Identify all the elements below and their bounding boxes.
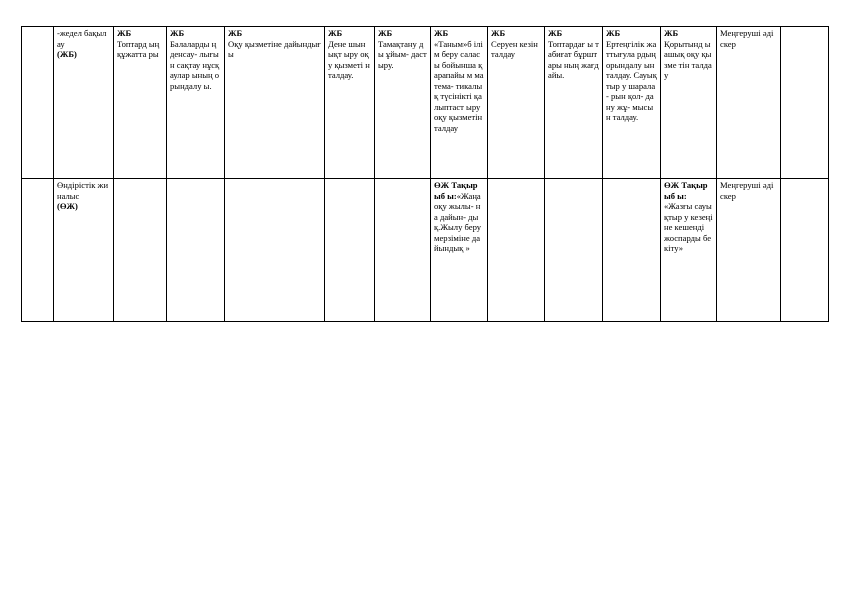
- cell-head: ӨЖ Тақырыб ы:: [664, 180, 708, 201]
- cell-month-8: [545, 27, 603, 179]
- cell-head: ЖБ: [491, 28, 506, 38]
- cell-empty-left: [22, 179, 54, 322]
- cell-month-3: [225, 27, 325, 179]
- control-type-label: -жедел бақылау: [57, 28, 107, 49]
- cell-month-2: [167, 27, 225, 179]
- cell-responsible: [717, 27, 781, 179]
- cell-empty-right: [781, 179, 829, 322]
- cell-head: ӨЖ Тақырыб ы:: [434, 180, 478, 201]
- cell-head: ЖБ: [228, 28, 243, 38]
- cell-head: ЖБ: [606, 28, 621, 38]
- cell-text: Оқу қызметіне дайындығы: [228, 38, 321, 59]
- cell-text: Қорытынд ы ашық оқу қызме тін талдау: [664, 38, 712, 80]
- cell-text: «Жазғы сауықтыр у кезеңіне кешенді жоспарды бекіту»: [664, 201, 713, 253]
- cell-empty-left: [22, 27, 54, 179]
- cell-empty-right: [781, 27, 829, 179]
- cell-month-2: [167, 179, 225, 322]
- table-row: [22, 179, 829, 322]
- cell-head: ЖБ: [378, 28, 393, 38]
- cell-control-type: [54, 27, 114, 179]
- responsible-text: Меңгеруші әдіскер: [720, 28, 774, 49]
- control-type-abbr: (ЖБ): [57, 49, 77, 59]
- cell-month-10: [661, 179, 717, 322]
- cell-month-6: [431, 179, 488, 322]
- cell-text: Серуен кезін талдау: [491, 38, 538, 59]
- cell-month-7: [488, 27, 545, 179]
- cell-month-5: [375, 27, 431, 179]
- cell-head: ЖБ: [664, 28, 679, 38]
- cell-text: Ертеңгілік жаттығула рдың орындалу ын талдау. Сауықтыр у шарала- рын қол- дану жұ- мысын талдау.: [606, 38, 657, 122]
- cell-month-7: [488, 179, 545, 322]
- cell-head: ЖБ: [434, 28, 449, 38]
- cell-text: «Жаңа оқу жылы- на дайын- дық.Жылу беру мерзіміне дайындық »: [434, 190, 482, 253]
- control-type-label: Өндірістік жиналыс: [57, 180, 109, 201]
- cell-head: ЖБ: [117, 28, 132, 38]
- cell-text: Тамақтану ды ұйым- дастыру.: [378, 38, 427, 70]
- cell-month-1: [114, 27, 167, 179]
- cell-responsible: [717, 179, 781, 322]
- cell-month-10: [661, 27, 717, 179]
- cell-head: ЖБ: [328, 28, 343, 38]
- cell-month-4: [325, 27, 375, 179]
- plan-table: [21, 26, 829, 322]
- control-type-abbr: (ӨЖ): [57, 201, 78, 211]
- cell-month-1: [114, 179, 167, 322]
- cell-head: ЖБ: [170, 28, 185, 38]
- cell-month-3: [225, 179, 325, 322]
- cell-text: «Таным»б ілім беру саласы бойынша қарапайы м матема- тикалық түсінікті қалыптаст ыру оқу қызметін талдау: [434, 38, 484, 133]
- cell-text: Топтардағ ы табиғат бұрштары ның жағдайы.: [548, 38, 599, 80]
- cell-month-8: [545, 179, 603, 322]
- responsible-text: Меңгеруші әдіскер: [720, 180, 774, 201]
- cell-month-6: [431, 27, 488, 179]
- cell-control-type: [54, 179, 114, 322]
- cell-month-5: [375, 179, 431, 322]
- cell-text: Дене шынықт ыру оқу қызметі н талдау.: [328, 38, 370, 80]
- cell-text: Балаларды ң денсау- лығын сақтау нұсқаулар ының орындалу ы.: [170, 38, 220, 91]
- table-row: [22, 27, 829, 179]
- cell-month-9: [603, 27, 661, 179]
- cell-month-9: [603, 179, 661, 322]
- cell-text: Топтард ың құжатта ры: [117, 38, 160, 59]
- cell-head: ЖБ: [548, 28, 563, 38]
- cell-month-4: [325, 179, 375, 322]
